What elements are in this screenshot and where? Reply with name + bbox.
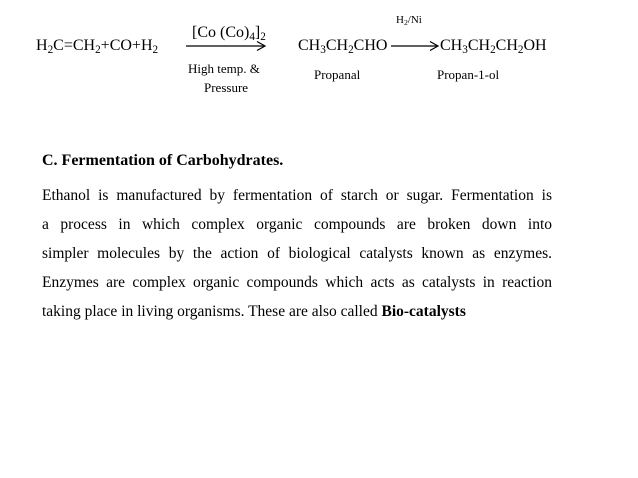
paragraph-line: Ethanol is manufactured by fermentation of starch or sugar. Fermentation is	[42, 187, 552, 204]
paragraph-line: Enzymes are complex organic compounds which acts as catalysts in reaction	[42, 274, 552, 291]
paragraph-text: taking place in living organisms. These are also called	[42, 303, 382, 320]
paragraph-line: simpler molecules by the action of biological catalysts known as enzymes.	[42, 245, 552, 262]
reaction-arrow-2	[391, 40, 441, 52]
product-formula: $CH_3CH_2CH_2OH$	[440, 37, 547, 56]
paragraph-line-last	[42, 297, 552, 326]
reagent-formula: $H_2/Ni$	[396, 14, 422, 27]
section-paragraph	[42, 181, 552, 326]
condition-temperature: High temp. &	[188, 61, 260, 76]
section-heading: C. Fermentation of Carbohydrates.	[42, 152, 284, 169]
bio-catalysts-term: Bio-catalysts	[381, 303, 466, 320]
reactants-formula: $H_2C=CH_2+CO+H_2$	[36, 37, 159, 56]
product-name: Propan-1-ol	[437, 67, 500, 82]
paragraph-line: a process in which complex organic compounds are broken down into	[42, 216, 552, 233]
intermediate-name: Propanal	[314, 67, 361, 82]
catalyst-formula: [Co $(Co)_4]_2$	[192, 24, 266, 43]
intermediate-formula: $CH_3CH_2CHO$	[298, 37, 388, 56]
reaction-arrow-1	[186, 40, 268, 52]
condition-pressure: Pressure	[204, 80, 249, 95]
